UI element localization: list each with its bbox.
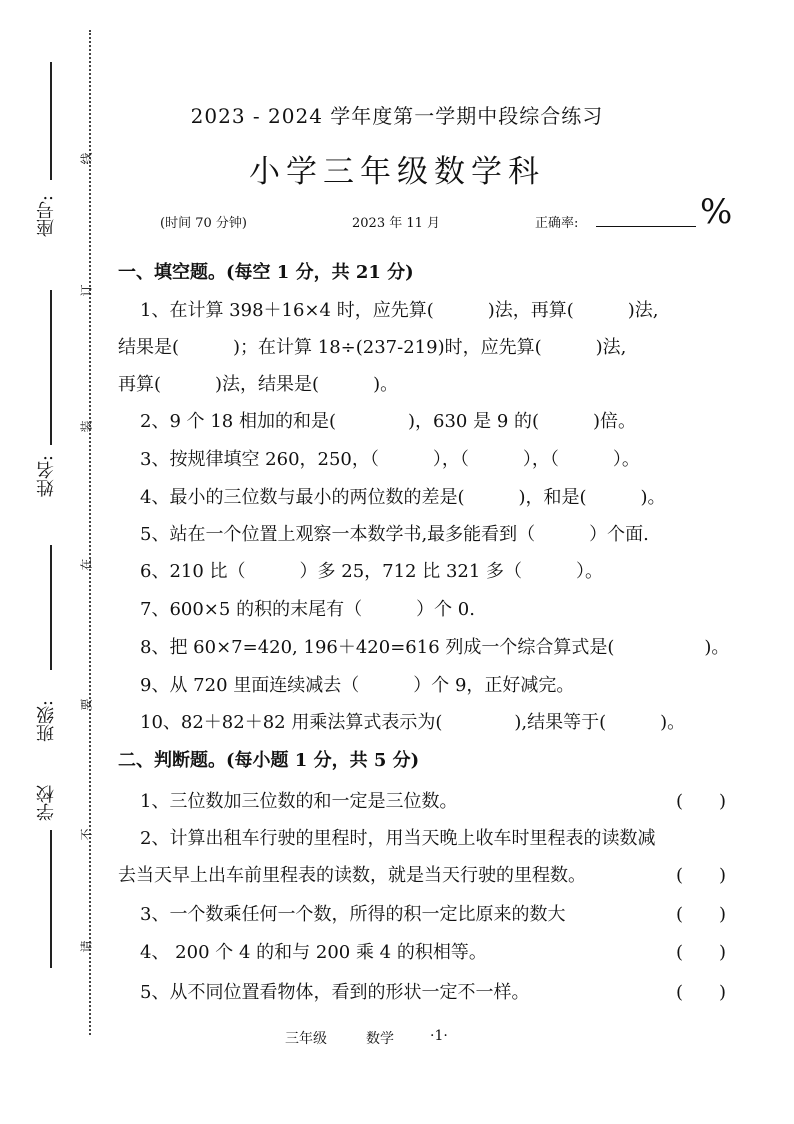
judge-question: 1、三位数加三位数的和一定是三位数。 (140, 791, 458, 812)
exam-title: 2023 - 2024 学年度第一学期中段综合练习 (190, 104, 604, 128)
fill-question-line: 9、从 720 里面连续减去（ ）个 9，正好减完。 (140, 675, 575, 696)
section2-heading: 二、判断题。(每小题 1 分，共 5 分) (118, 750, 420, 771)
fill-question-line: 10、82＋82＋82 用乘法算式表示为( ),结果等于( )。 (140, 712, 686, 733)
seat-label: 座号: (36, 195, 57, 238)
judge-question: 2、计算出租车行驶的里程时，用当天晚上收车时里程表的读数减 (140, 828, 656, 849)
exam-subject-title: 小学三年级数学科 (249, 154, 545, 190)
footer-subject: 数学 (366, 1031, 394, 1047)
class-blank-line (50, 545, 52, 670)
name-blank-line (50, 290, 52, 445)
percent-sign: % (700, 192, 733, 232)
accuracy-blank[interactable] (596, 226, 696, 227)
section1-heading: 一、填空题。(每空 1 分，共 21 分) (118, 262, 414, 283)
judge-answer-paren[interactable]: ( ) (676, 904, 727, 925)
school-label: 学校 (36, 785, 57, 821)
judge-question: 4、 200 个 4 的和与 200 乘 4 的积相等。 (140, 942, 487, 963)
judge-question: 去当天早上出车前里程表的读数，就是当天行驶的里程数。 (118, 865, 586, 886)
seal-char: 订 (79, 284, 94, 297)
school-blank-line (50, 830, 52, 968)
seal-char: 线 (79, 152, 94, 165)
fill-question-line: 2、9 个 18 相加的和是( )，630 是 9 的( )倍。 (140, 411, 637, 432)
fill-question-line: 3、按规律填空 260，250，（ ），（ ），（ ）。 (140, 449, 640, 470)
judge-answer-paren[interactable]: ( ) (676, 982, 727, 1003)
judge-question: 3、一个数乘任何一个数，所得的积一定比原来的数大 (140, 904, 566, 925)
fill-question-line: 7、600×5 的积的末尾有（ ）个 0. (140, 599, 475, 620)
seal-char: 装 (79, 420, 94, 433)
class-label: 班级: (36, 700, 57, 743)
fill-question-line: 6、210 比（ ）多 25，712 比 321 多（ ）。 (140, 561, 604, 582)
seal-char: 要 (79, 698, 94, 711)
judge-answer-paren[interactable]: ( ) (676, 865, 727, 886)
exam-time: (时间 70 分钟) (160, 216, 247, 231)
judge-answer-paren[interactable]: ( ) (676, 942, 727, 963)
fill-question-line: 结果是( )；在计算 18÷(237-219)时，应先算( )法, (118, 337, 627, 358)
footer-grade: 三年级 (285, 1031, 327, 1047)
fill-question-line: 4、最小的三位数与最小的两位数的差是( )，和是( )。 (140, 487, 666, 508)
fill-question-line: 5、站在一个位置上观察一本数学书,最多能看到（ ）个面. (140, 524, 649, 545)
name-label: 姓名: (36, 455, 57, 498)
fill-question-line: 8、把 60×7=420, 196＋420=616 列成一个综合算式是( )。 (140, 637, 730, 658)
judge-answer-paren[interactable]: ( ) (676, 791, 727, 812)
seal-char: 请 (79, 940, 94, 953)
exam-date: 2023 年 11 月 (352, 216, 441, 231)
seal-char: 在 (79, 558, 94, 571)
fill-question-line: 1、在计算 398＋16×4 时，应先算( )法，再算( )法, (140, 300, 659, 321)
seal-char: 不 (79, 828, 94, 841)
fill-question-line: 再算( )法，结果是( )。 (118, 374, 399, 395)
judge-question: 5、从不同位置看物体，看到的形状一定不一样。 (140, 982, 530, 1003)
accuracy-label: 正确率: (535, 216, 579, 231)
footer-page-number: ·1· (430, 1028, 448, 1044)
